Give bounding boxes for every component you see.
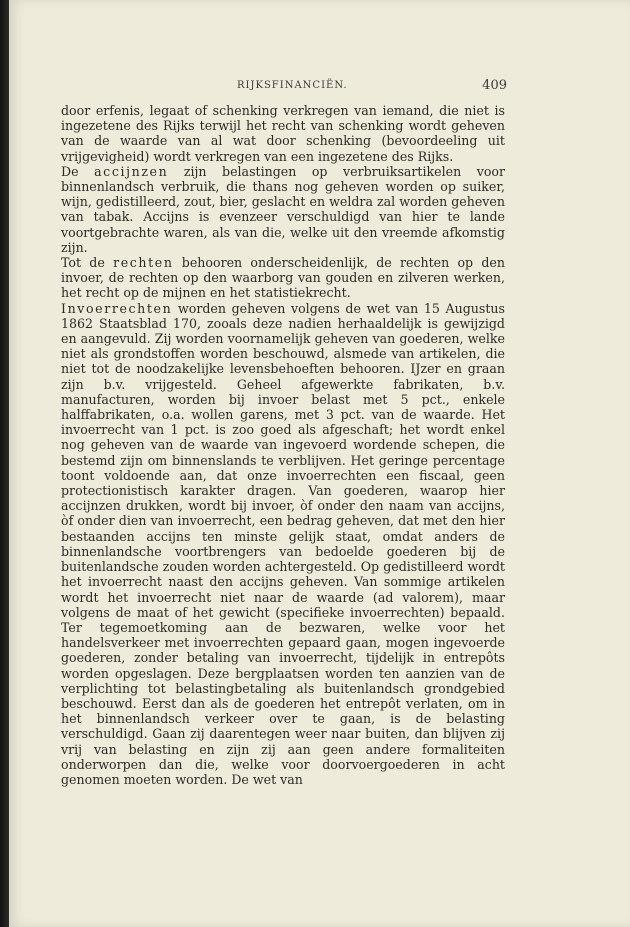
spaced-term: accijnzen [94, 163, 169, 179]
body-text [61, 103, 505, 787]
page-header [237, 78, 507, 96]
spaced-term: rechten [113, 255, 174, 271]
paragraph-invoerrechten [61, 301, 505, 788]
paragraph-lead: De [61, 163, 95, 179]
book-page [9, 0, 630, 927]
page-number: 409 [482, 78, 507, 93]
spaced-term: Invoerrechten [61, 300, 173, 316]
paragraph-rechten [61, 255, 505, 301]
paragraph-erfenis [61, 103, 505, 164]
paragraph-text: worden geheven volgens de wet van 15 Augustus 1862 Staatsblad 170, zooals deze nadien herhaaldelijk is gewijzigd en aangevuld. Zij worden voornamelijk geheven van goederen, welke niet als grondstoffen worden beschouwd, alsmede van artikelen, die niet tot de noodzakelijke levensbehoeften behooren. IJzer en graan zijn b.v. vrijgesteld. Geheel afgewerkte fabrikaten, b.v. manufacturen, worden bij invoer belast met 5 pct., enkele halffabrikaten, o.a. wollen garens, met 3 pct. van de waarde. Het invoerrecht van 1 pct. is zoo goed als afgeschaft; het wordt enkel nog geheven van de waarde van ingevoerd wordende schepen, die bestemd zijn om binnenslands te verblijven. Het geringe percentage toont voldoende aan, dat onze invoerrechten een fiscaal, geen protectionistisch karakter dragen. Van goederen, waarop hier accijnzen drukken, wordt bij invoer, òf onder den naam van accijns, òf onder dien van invoerrecht, een bedrag geheven, dat met den hier bestaanden accijns ten minste gelijk staat, omdat anders de binnenlandsche voortbrengers van bedoelde goederen bij de buitenlandsche zouden worden achtergesteld. Op gedistilleerd wordt het invoerrecht naast den accijns geheven. Van sommige artikelen wordt het invoerrecht niet naar de waarde (ad valorem), maar volgens de maat of het gewicht (specifieke invoerrechten) bepaald. Ter tegemoetkoming aan de bezwaren, welke voor het handelsverkeer met invoerrechten gepaard gaan, mogen ingevoerde goederen, zonder betaling van invoerrecht, tijdelijk in entrepôts worden opgeslagen. Deze bergplaatsen worden ten aanzien van de verplichting tot belastingbetaling als buitenlandsch grondgebied beschouwd. Eerst dan als de goederen het entrepôt verlaten, om in het binnenlandsch verkeer over te gaan, is de belasting verschuldigd. Gaan zij daarentegen weer naar buiten, dan blijven zij vrij van belasting en zijn zij aan geen andere formaliteiten onderworpen dan die, welke voor doorvoergoederen in acht genomen moeten worden. De wet van [61, 300, 505, 787]
paragraph-text: door erfenis, legaat of schenking verkregen van iemand, die niet is ingezetene des Rijks terwijl het recht van schenking wordt geheven van de waarde van al wat door schenking (bevoordeeling uit vrijgevigheid) wordt verkregen van een ingezetene des Rijks. [61, 103, 505, 164]
paragraph-text: behooren onderscheidenlijk, de rechten op den invoer, de rechten op den waarborg van gouden en zilveren werken, het recht op de mijnen en het statistiekrecht. [61, 255, 505, 301]
paragraph-accijnzen [61, 164, 505, 255]
paragraph-lead: Tot de [61, 255, 114, 271]
running-title: RIJKSFINANCIËN. [237, 80, 348, 91]
paragraph-text: zijn belastingen op verbruiksartikelen voor binnenlandsch verbruik, die thans nog geheven worden op suiker, wijn, gedistilleerd, zout, bier, geslacht en weldra zal worden geheven van tabak. Accijns is evenzeer verschuldigd van hier te lande voortgebrachte waren, als van die, welke uit den vreemde afkomstig zijn. [61, 163, 505, 255]
scan-edge [0, 0, 9, 927]
